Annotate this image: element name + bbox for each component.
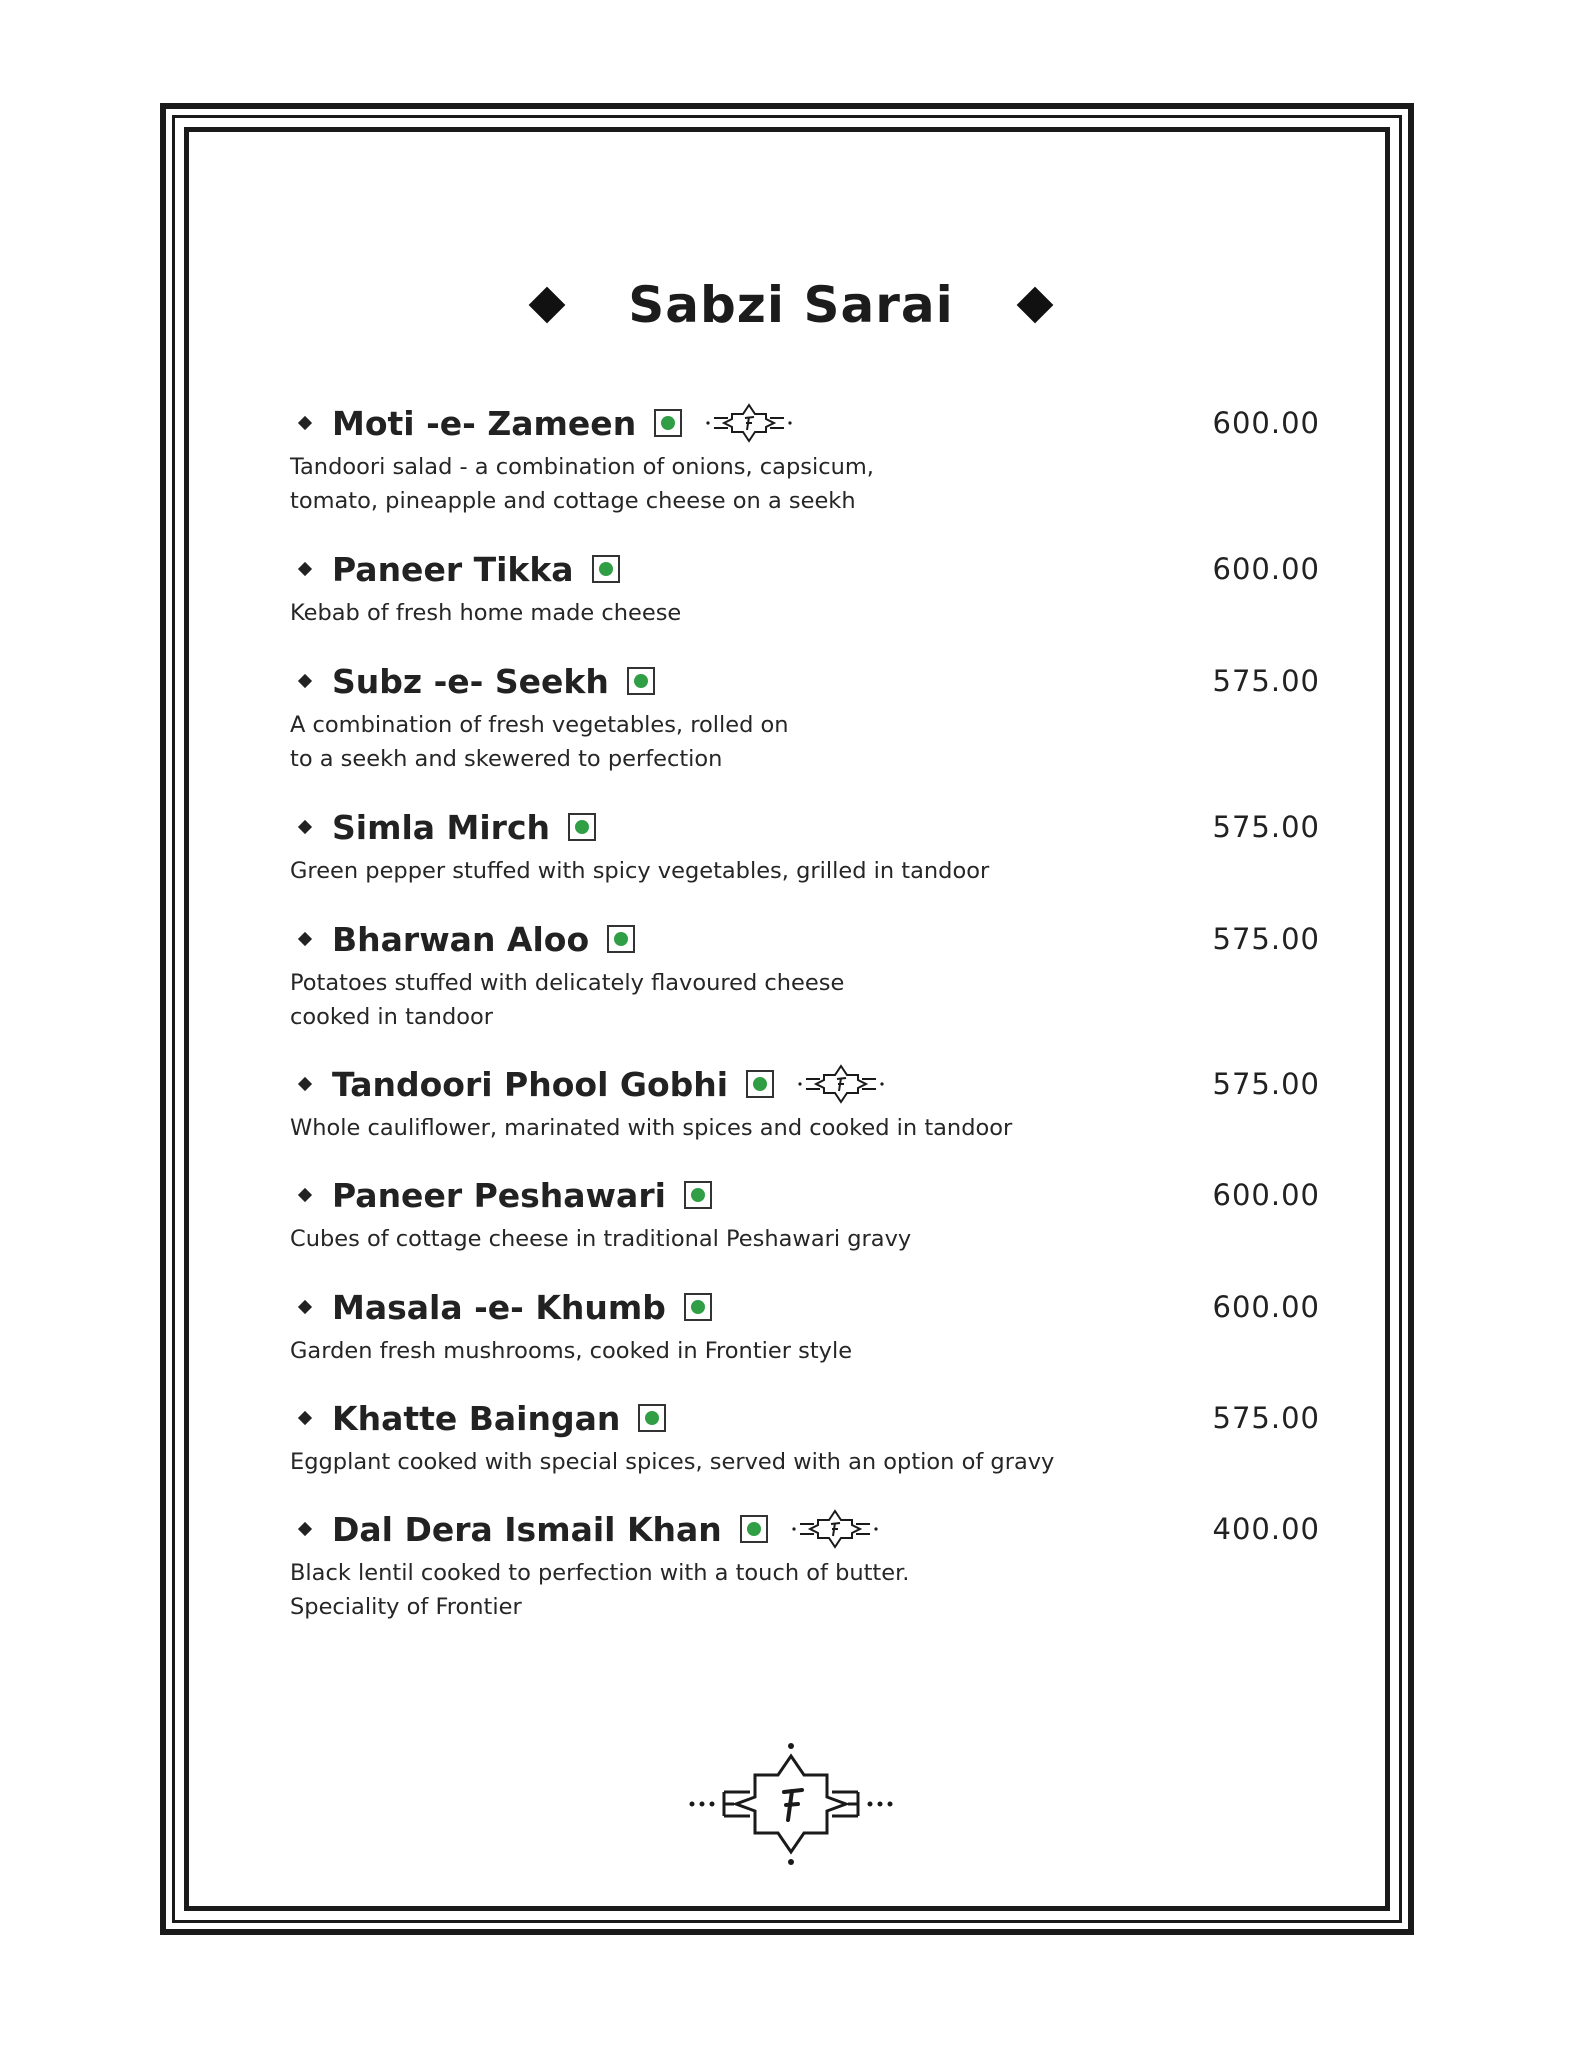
frontier-emblem-icon <box>688 1742 894 1866</box>
item-header <box>290 1059 1320 1109</box>
item-description-line: tomato, pineapple and cottage cheese on a seekh <box>290 488 856 514</box>
veg-dot <box>691 1300 705 1314</box>
veg-mark-icon <box>638 1404 666 1432</box>
item-header <box>290 914 1320 964</box>
veg-dot <box>634 674 648 688</box>
item-name: Tandoori Phool Gobhi <box>332 1064 729 1104</box>
item-name: Subz -e- Seekh <box>332 661 609 701</box>
item-name: Paneer Tikka <box>332 549 574 589</box>
bullet-icon <box>298 1188 312 1202</box>
item-price: 575.00 <box>1212 810 1320 844</box>
item-description <box>290 708 1320 776</box>
item-price: 600.00 <box>1212 552 1320 586</box>
veg-mark-icon <box>568 813 596 841</box>
item-name: Masala -e- Khumb <box>332 1287 666 1327</box>
item-price: 400.00 <box>1212 1512 1320 1546</box>
item-description <box>290 596 1320 630</box>
bullet-icon <box>298 1300 312 1314</box>
diamond-right-icon <box>1016 287 1053 324</box>
frontier-emblem-icon <box>796 1062 886 1106</box>
item-description <box>290 1334 1320 1368</box>
item-description <box>290 450 1320 518</box>
item-description <box>290 1556 1320 1624</box>
veg-mark-icon <box>740 1515 768 1543</box>
item-description <box>290 1111 1320 1145</box>
item-price: 575.00 <box>1212 664 1320 698</box>
item-description-line: cooked in tandoor <box>290 1004 494 1030</box>
veg-mark-icon <box>684 1181 712 1209</box>
bullet-icon <box>298 1522 312 1536</box>
item-header <box>290 1282 1320 1332</box>
veg-mark-icon <box>654 409 682 437</box>
item-description <box>290 1222 1320 1256</box>
veg-dot <box>575 820 589 834</box>
item-price: 575.00 <box>1212 1401 1320 1435</box>
veg-dot <box>661 416 675 430</box>
item-description-line: Whole cauliflower, marinated with spices and cooked in tandoor <box>290 1115 1013 1141</box>
item-name: Khatte Baingan <box>332 1398 621 1438</box>
item-description-line: Black lentil cooked to perfection with a touch of butter. <box>290 1560 910 1586</box>
menu-item <box>290 1282 1320 1368</box>
item-price: 575.00 <box>1212 1067 1320 1101</box>
item-header <box>290 1170 1320 1220</box>
item-description-line: Garden fresh mushrooms, cooked in Frontier style <box>290 1338 853 1364</box>
item-price: 600.00 <box>1212 406 1320 440</box>
item-price: 600.00 <box>1212 1178 1320 1212</box>
item-header <box>290 802 1320 852</box>
item-description-line: Potatoes stuffed with delicately flavoured cheese <box>290 970 845 996</box>
bullet-icon <box>298 674 312 688</box>
item-description-line: Speciality of Frontier <box>290 1594 522 1620</box>
bullet-icon <box>298 932 312 946</box>
bullet-icon <box>298 562 312 576</box>
item-description-line: to a seekh and skewered to perfection <box>290 746 723 772</box>
item-description-line: Eggplant cooked with special spices, served with an option of gravy <box>290 1449 1055 1475</box>
item-header <box>290 544 1320 594</box>
item-header <box>290 656 1320 706</box>
veg-mark-icon <box>607 925 635 953</box>
frontier-emblem-icon <box>704 401 794 445</box>
frontier-emblem-icon <box>790 1507 880 1551</box>
item-description <box>290 966 1320 1034</box>
menu-title: Sabzi Sarai <box>628 276 954 334</box>
menu-item <box>290 656 1320 776</box>
menu-item <box>290 1504 1320 1624</box>
veg-mark-icon <box>684 1293 712 1321</box>
item-description-line: Kebab of fresh home made cheese <box>290 600 682 626</box>
menu-item <box>290 914 1320 1034</box>
menu-item <box>290 1170 1320 1256</box>
veg-dot <box>599 562 613 576</box>
menu-item <box>290 1059 1320 1145</box>
menu-item <box>290 544 1320 630</box>
item-header <box>290 1393 1320 1443</box>
item-description-line: Tandoori salad - a combination of onions, capsicum, <box>290 454 874 480</box>
veg-dot <box>645 1411 659 1425</box>
veg-dot <box>747 1522 761 1536</box>
item-description <box>290 1445 1320 1479</box>
veg-dot <box>691 1188 705 1202</box>
item-description-line: A combination of fresh vegetables, rolled on <box>290 712 789 738</box>
item-name: Simla Mirch <box>332 807 551 847</box>
veg-dot <box>614 932 628 946</box>
veg-dot <box>753 1077 767 1091</box>
item-name: Moti -e- Zameen <box>332 403 637 443</box>
item-name: Dal Dera Ismail Khan <box>332 1509 722 1549</box>
item-description-line: Cubes of cottage cheese in traditional Peshawari gravy <box>290 1226 912 1252</box>
bullet-icon <box>298 1077 312 1091</box>
item-name: Paneer Peshawari <box>332 1175 666 1215</box>
veg-mark-icon <box>746 1070 774 1098</box>
menu-item <box>290 1393 1320 1479</box>
item-name: Bharwan Aloo <box>332 919 590 959</box>
item-header <box>290 398 1320 448</box>
menu-header <box>0 270 1582 340</box>
veg-mark-icon <box>592 555 620 583</box>
menu-item <box>290 802 1320 888</box>
item-price: 600.00 <box>1212 1290 1320 1324</box>
bullet-icon <box>298 1411 312 1425</box>
diamond-left-icon <box>529 287 566 324</box>
menu-item <box>290 398 1320 518</box>
bullet-icon <box>298 416 312 430</box>
veg-mark-icon <box>627 667 655 695</box>
item-description <box>290 854 1320 888</box>
item-price: 575.00 <box>1212 922 1320 956</box>
bullet-icon <box>298 820 312 834</box>
item-header <box>290 1504 1320 1554</box>
item-description-line: Green pepper stuffed with spicy vegetables, grilled in tandoor <box>290 858 990 884</box>
